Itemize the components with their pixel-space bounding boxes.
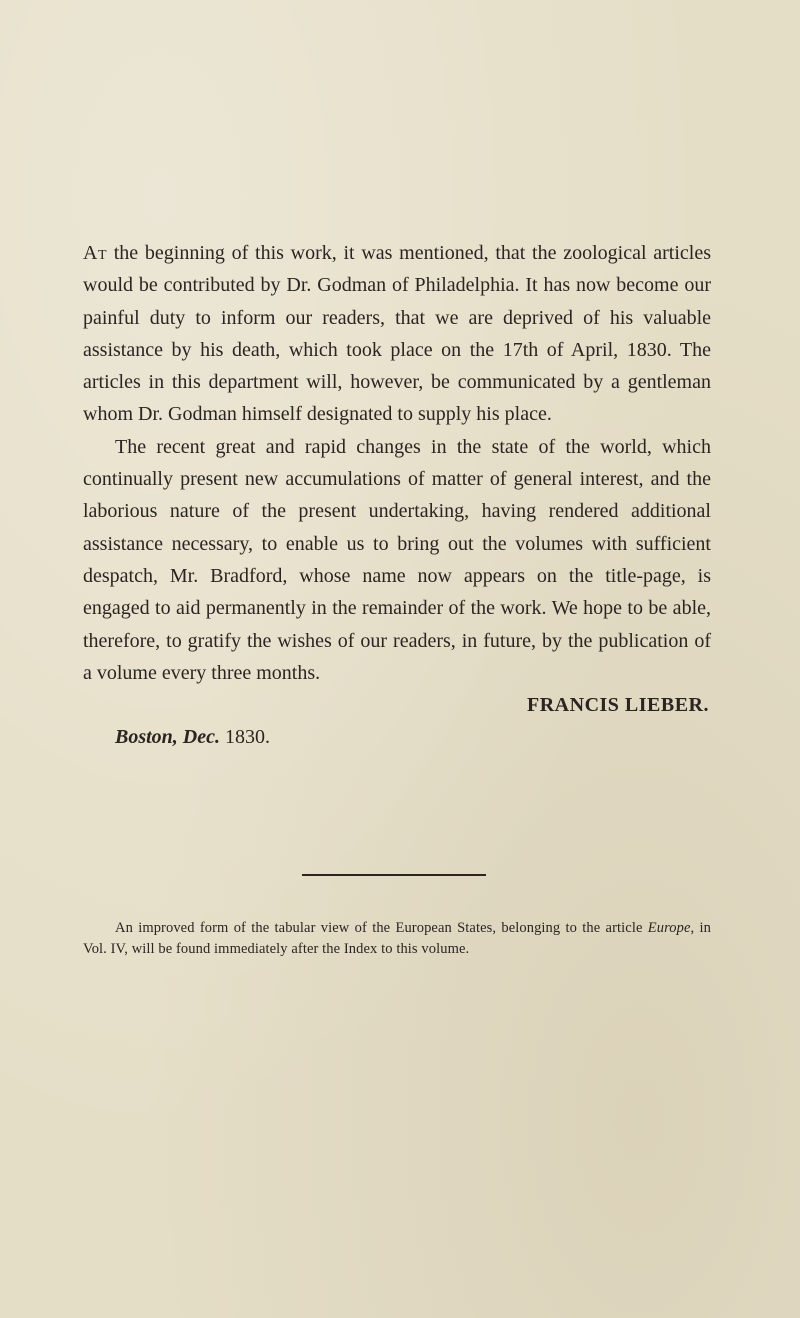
footnote — [83, 918, 711, 959]
author-signature: FRANCIS LIEBER. — [527, 694, 709, 717]
preface-paragraph-1 — [83, 237, 711, 431]
date-text: 1830. — [220, 726, 270, 749]
preface-block — [83, 237, 711, 754]
section-divider — [302, 874, 486, 876]
footnote-article-name: Europe — [647, 920, 691, 936]
footnote-text-before: An improved form of the tabular view of the European States, belonging to the article — [115, 920, 648, 936]
footnote-text-after: , in Vol. IV, will be found immediately after the Index to this volume. — [83, 920, 711, 957]
place-text: Boston, Dec. — [115, 726, 220, 749]
preface-paragraph-2: The recent great and rapid changes in the state of the world, which continually present new accumulations of matter of general interest, and the laborious nature of the present undertaking, having rendered additional assistance necessary, to enable us to bring out the volumes with sufficient despatch, Mr. Bradford, whose name now appears on the title-page, is engaged to aid permanently in the remainder of the work. We hope to be able, therefore, to gratify the wishes of our readers, in future, by the publication of a volume every three months. — [83, 435, 711, 684]
paragraph-1-text: the beginning of this work, it was mentioned, that the zoological articles would be contributed by Dr. Godman of Philadelphia. It has now become our painful duty to inform our readers, that we are deprived of his valuable assistance by his death, which took place on the 17th of April, 1830. The articles in this department will, however, be communicated by a gentleman whom Dr. Godman himself designated to supply his place. — [83, 242, 711, 426]
paragraph-lead-word: At — [83, 242, 107, 264]
place-and-date — [83, 721, 711, 753]
